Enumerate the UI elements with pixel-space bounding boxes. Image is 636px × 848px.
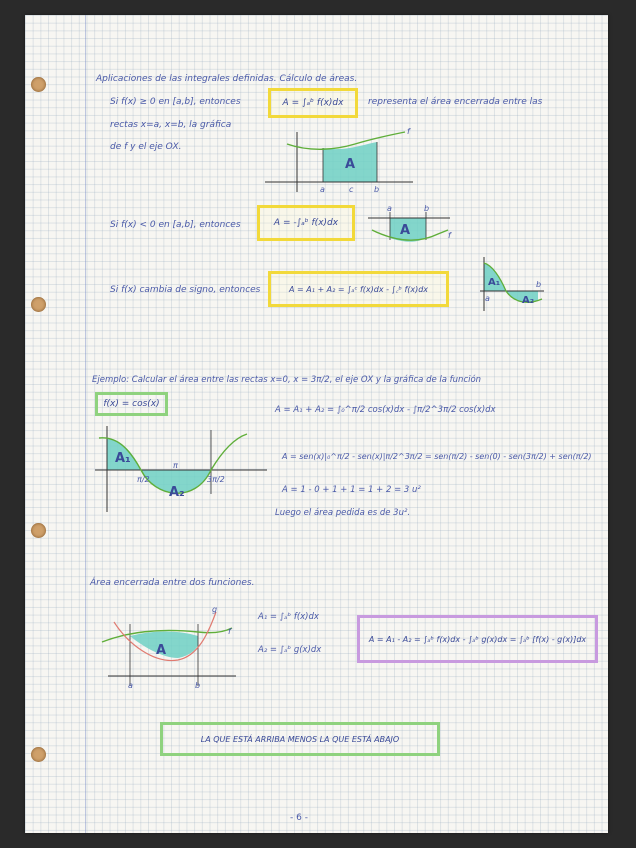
case1-line3: de f y el eje OX. xyxy=(110,142,182,152)
between-heading: Área encerrada entre dos funciones. xyxy=(90,578,255,588)
pi-half-label: π/2 xyxy=(137,475,150,484)
a-label: a xyxy=(485,294,490,303)
case3-formula-box: A = A₁ + A₂ = ∫ₐᶜ f(x)dx - ∫꜀ᵇ f(x)dx xyxy=(268,271,449,307)
punch-hole xyxy=(31,747,46,762)
case2-formula-box: A = -∫ₐᵇ f(x)dx xyxy=(257,205,355,241)
punch-hole xyxy=(31,77,46,92)
area-label: A xyxy=(345,157,356,172)
example-eq2: A = sen(x)|₀^π/2 - sen(x)|π/2^3π/2 = sen(π/2) - sen(0) - sen(3π/2) + sen(π/2) xyxy=(282,452,592,461)
case1-formula-box: A = ∫ₐᵇ f(x)dx xyxy=(268,88,358,118)
a-label: a xyxy=(387,204,392,213)
a2-label: A₂ xyxy=(169,485,185,500)
c-label: c xyxy=(349,185,354,194)
case3-graph xyxy=(476,255,546,315)
f-label: f xyxy=(228,627,231,636)
pi-label: π xyxy=(173,461,178,470)
between-graph xyxy=(98,604,238,694)
case1-text-post: representa el área encerrada entre las xyxy=(368,97,543,107)
between-formula-box: A = A₁ - A₂ = ∫ₐᵇ f(x)dx - ∫ₐᵇ g(x)dx = ∫ₐᵇ [f(x) - g(x)]dx xyxy=(357,615,598,663)
section-heading: Aplicaciones de las integrales definidas. Cálculo de áreas. xyxy=(96,74,358,84)
a-label: a xyxy=(320,185,325,194)
b-label: b xyxy=(374,185,380,194)
case2-graph xyxy=(368,204,458,248)
a1-label: A₁ xyxy=(115,451,131,466)
f-label: f xyxy=(407,127,410,136)
b-label: b xyxy=(195,681,201,690)
f-curve xyxy=(287,132,405,149)
rule-box: LA QUE ESTÁ ARRIBA MENOS LA QUE ESTÁ ABAJO xyxy=(160,722,440,756)
f-label: f xyxy=(448,231,451,240)
a2-label: A₂ xyxy=(522,295,535,306)
b-label: b xyxy=(424,204,430,213)
cosine-graph xyxy=(95,424,270,514)
a1-label: A₁ xyxy=(488,277,501,288)
punch-hole xyxy=(31,523,46,538)
punch-hole xyxy=(31,297,46,312)
a-label: a xyxy=(128,681,133,690)
case1-text: Si f(x) ≥ 0 en [a,b], entonces xyxy=(110,97,241,107)
area-label: A xyxy=(156,643,167,658)
example-eq4: Luego el área pedida es de 3u². xyxy=(275,508,411,518)
three-pi-half-label: 3π/2 xyxy=(207,475,225,484)
case3-text: Si f(x) cambia de signo, entonces xyxy=(110,285,261,295)
b-label: b xyxy=(536,280,542,289)
example-eq3: A = 1 - 0 + 1 + 1 = 1 + 2 = 3 u² xyxy=(282,485,421,495)
example-heading: Ejemplo: Calcular el área entre las rectas x=0, x = 3π/2, el eje OX y la gráfica de la función xyxy=(92,375,482,385)
page-number: - 6 - xyxy=(290,813,308,823)
g-label: g xyxy=(212,605,218,614)
margin-line xyxy=(85,15,86,833)
example-eq1: A = A₁ + A₂ = ∫₀^π/2 cos(x)dx - ∫π/2^3π/2 cos(x)dx xyxy=(275,405,496,415)
case1-line2: rectas x=a, x=b, la gráfica xyxy=(110,120,232,130)
between-a1: A₁ = ∫ₐᵇ f(x)dx xyxy=(258,612,319,622)
between-a2: A₂ = ∫ₐᵇ g(x)dx xyxy=(258,645,322,655)
area-label: A xyxy=(400,223,411,238)
case1-graph xyxy=(265,128,415,198)
case2-text: Si f(x) < 0 en [a,b], entonces xyxy=(110,220,241,230)
function-box: f(x) = cos(x) xyxy=(95,392,168,416)
